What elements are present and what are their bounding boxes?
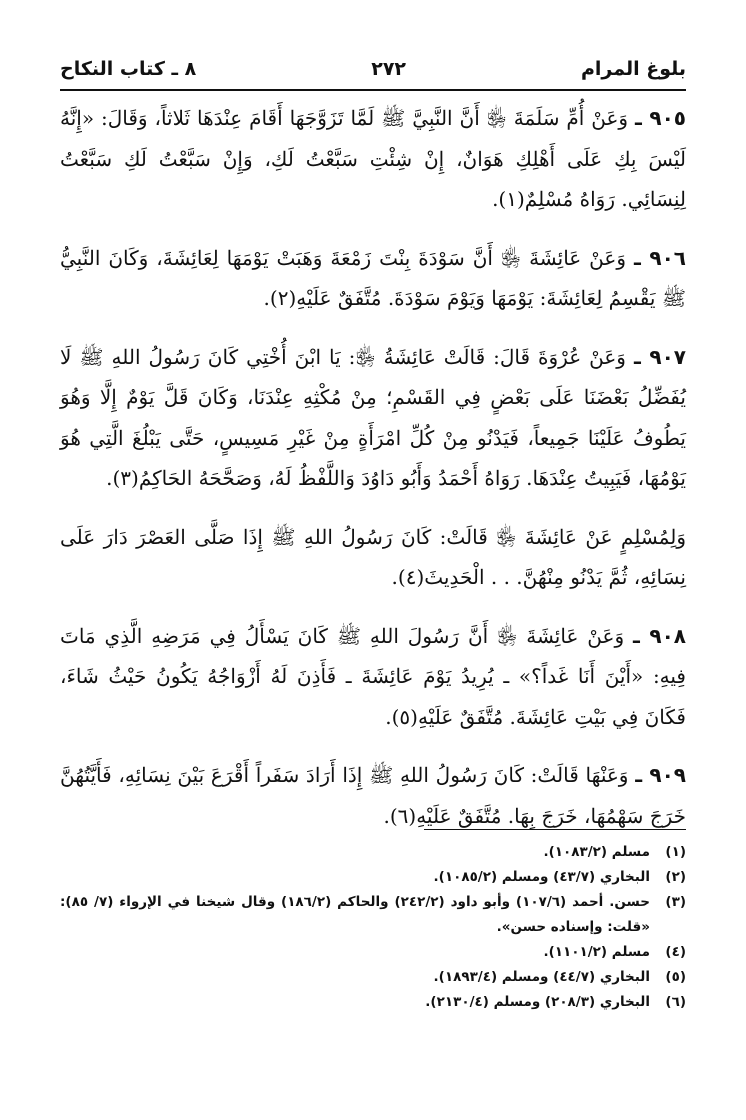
footnote-rule <box>424 829 686 830</box>
hadith-907-muslim <box>60 517 686 598</box>
footnote-2 <box>60 865 686 890</box>
page-header <box>60 52 686 86</box>
hadith-number: ٩٠٦ ـ <box>633 245 686 270</box>
footnote-text: البخاري (٤٣/٧) ومسلم (١٠٨٥/٢). <box>433 869 650 885</box>
hadith-908 <box>60 616 686 738</box>
page-number: ٢٧٢ <box>371 58 407 80</box>
footnote-number: (١) <box>665 844 686 860</box>
hadith-text: وَعَنْ أُمِّ سَلَمَةَ ﵂ أَنَّ النَّبِيَّ ﷺ لَمَّا تَزَوَّجَهَا أَقَامَ عِنْدَهَا ثَلاثاً، وَقَالَ: «إِنَّهُ لَيْسَ بِكِ عَلَى أَهْلِكِ هَوَانٌ، إِنْ شِئْتِ سَبَّعْتُ لَكِ، وَإِنْ سَبَّعْتُ لَكِ سَبَّعْتُ لِنِسَائِي. رَوَاهُ مُسْلِمٌ(١). <box>60 106 686 211</box>
footnotes <box>60 840 686 1015</box>
footnote-5 <box>60 965 686 990</box>
header-rule <box>60 89 686 91</box>
hadith-number: ٩٠٧ ـ <box>633 344 686 369</box>
hadith-number: ٩٠٩ ـ <box>635 763 686 787</box>
footnote-text: البخاري (٢٠٨/٣) ومسلم (٢١٣٠/٤). <box>425 994 650 1010</box>
hadith-number: ٩٠٨ ـ <box>633 623 686 648</box>
hadith-905 <box>60 98 686 220</box>
footnote-6 <box>60 990 686 1015</box>
book-title: بلوغ المرام <box>580 58 686 80</box>
footnote-text: مسلم (١١٠١/٢). <box>543 944 650 960</box>
footnote-number: (٤) <box>665 944 686 960</box>
hadith-text: وَعَنْهَا قَالَتْ: كَانَ رَسُولُ اللهِ ﷺ إِذَا أَرَادَ سَفَراً أَقْرَعَ بَيْنَ نِسَائِهِ، فَأَيَّتُهُنَّ خَرَجَ سَهْمُهَا، خَرَجَ بِهَا. مُتَّفَقٌ عَلَيْهِ(٦). <box>60 763 686 828</box>
chapter-title: ٨ ـ كتاب النكاح <box>60 58 197 80</box>
hadith-906 <box>60 238 686 319</box>
footnote-text: حسن. أحمد (١٠٧/٦) وأبو داود (٢٤٢/٢) والحاكم (١٨٦/٢) وقال شيخنا في الإرواء (٧/ ٨٥): «قلت: وإسناده حسن». <box>60 894 650 935</box>
hadith-text: وَعَنْ عُرْوَةَ قَالَ: قَالَتْ عَائِشَةُ ﵂: يَا ابْنَ أُخْتِي كَانَ رَسُولُ اللهِ ﷺ لَا يُفَضِّلُ بَعْضَنَا عَلَى بَعْضٍ فِي القَسْمِ؛ مِنْ مُكْثِهِ عِنْدَنَا، وَكَانَ قَلَّ يَوْمٌ إِلَّا وَهُوَ يَطُوفُ عَلَيْنَا جَمِيعاً، فَيَدْنُو مِنْ كُلِّ امْرَأَةٍ مِنْ غَيْرِ مَسِيسٍ، حَتَّى يَبْلُغَ الَّتِي هُوَ يَوْمُهَا، فَيَبِيتُ عِنْدَهَا. رَوَاهُ أَحْمَدُ وَأَبُو دَاوُدَ وَاللَّفْظُ لَهُ، وَصَحَّحَهُ الحَاكِمُ(٣). <box>60 344 686 490</box>
footnote-1 <box>60 840 686 865</box>
hadith-list <box>60 98 686 854</box>
footnote-4 <box>60 940 686 965</box>
hadith-text: وَعَنْ عَائِشَةَ ﵂ أَنَّ رَسُولَ اللهِ ﷺ كَانَ يَسْأَلُ فِي مَرَضِهِ الَّذِي مَاتَ فِيهِ: «أَيْنَ أَنَا غَداً؟» ـ يُرِيدُ يَوْمَ عَائِشَةَ ـ فَأَذِنَ لَهُ أَزْوَاجُهُ يَكُونُ حَيْثُ شَاءَ، فَكَانَ فِي بَيْتِ عَائِشَةَ. مُتَّفَقٌ عَلَيْهِ(٥). <box>60 623 686 729</box>
hadith-text: وَعَنْ عَائِشَةَ ﵂ أَنَّ سَوْدَةَ بِنْتَ زَمْعَةَ وَهَبَتْ يَوْمَهَا لِعَائِشَةَ، وَكَانَ النَّبِيُّ ﷺ يَقْسِمُ لِعَائِشَةَ: يَوْمَهَا وَيَوْمَ سَوْدَةَ. مُتَّفَقٌ عَلَيْهِ(٢). <box>60 245 686 310</box>
footnote-text: مسلم (١٠٨٣/٢). <box>543 844 650 860</box>
footnote-text: البخاري (٤٤/٧) ومسلم (١٨٩٣/٤). <box>433 969 650 985</box>
footnote-number: (٣) <box>665 894 686 910</box>
footnote-number: (٢) <box>665 869 686 885</box>
hadith-text: وَلِمُسْلِمٍ عَنْ عَائِشَةَ ﵂ قَالَتْ: كَانَ رَسُولُ اللهِ ﷺ إِذَا صَلَّى العَصْرَ دَارَ عَلَى نِسَائِهِ، ثُمَّ يَدْنُو مِنْهُنَّ. . . الْحَدِيثَ(٤). <box>60 524 686 589</box>
footnote-number: (٥) <box>665 969 686 985</box>
footnote-number: (٦) <box>665 994 686 1010</box>
hadith-907 <box>60 337 686 499</box>
footnote-3 <box>60 890 686 940</box>
hadith-number: ٩٠٥ ـ <box>635 106 687 130</box>
hadith-909 <box>60 755 686 836</box>
